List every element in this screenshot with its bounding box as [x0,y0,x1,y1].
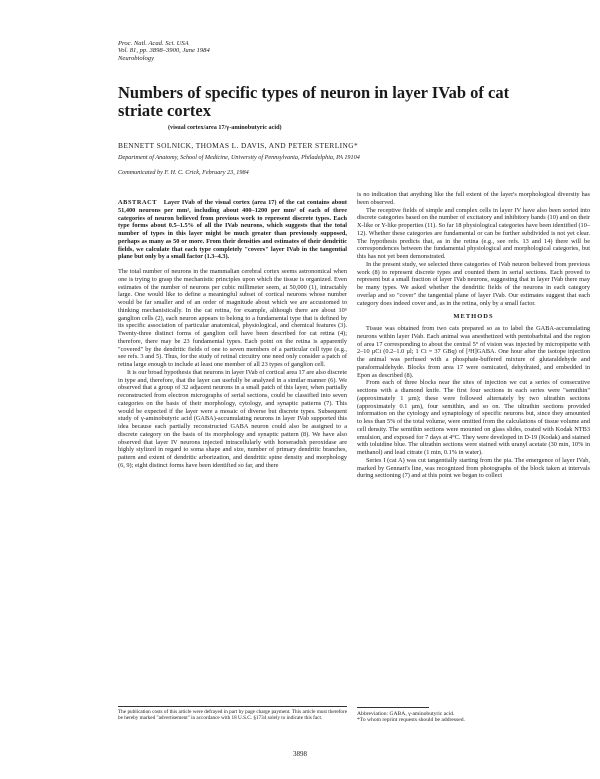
journal-name: Proc. Natl. Acad. Sci. USA [118,40,189,47]
affiliation: Department of Anatomy, School of Medicine, University of Pennsylvania, Philadelphia, PA 19104 [118,154,360,161]
keywords: (visual cortex/area 17/γ-aminobutyric acid) [168,124,282,131]
footnote-divider [118,706,347,707]
publication-cost-footnote: The publication costs of this article were defrayed in part by page charge payment. This article must therefore be hereby marked "advertisement" in accordance with 18 U.S.C. §1734 solely to indicate this fact. [118,709,347,722]
right-column [357,191,590,480]
reprint-footnote: *To whom reprint requests should be addressed. [357,717,465,724]
methods-paragraph: From each of three blocks near the sites of injection we cut a series of consecutive sections with a diamond knife. The first four sections in each series were "semithin" (approximately 1 µm); these were followed alternately by two ultrathin sections (approximately 0.1 µm), four semithin, and so on. The ultrathin sections provided information on the cytology and synaptology of specific neurons but, since they amounted to less than 5% of the total volume, were omitted from the calculations of tissue volume and cell density. The semithin sections were mounted on glass slides, coated with Kodak NTB3 emulsion, and exposed for 7 days at 4°C. They were developed in D-19 (Kodak) and stained with toluidine blue. The ultrathin sections were stained with uranyl acetate (30 min, 10% in methanol) and lead citrate (1 min, 0.1% in water). [357,379,590,456]
journal-volume: Vol. 81, pp. 3898–3900, June 1984 [118,47,210,55]
footnote-divider [357,707,429,708]
journal-header [118,40,210,62]
abbreviation-footnote: Abbreviation: GABA, γ-aminobutyric acid. [357,711,455,717]
body-paragraph: The receptive fields of simple and complex cells in layer IV have also been sorted into discrete categories based on the number of excitatory and inhibitory bands (10) and on their X-like or Y-like properties (11). So far 18 physiological categories have been identified (10–12). Whether these categories are fundamental or can be further subdivided is not yet clear. The hypothesis predicts that, as in the retina (e.g., see refs. 13 and 14) there will be correspondences between the fundamental physiological and morphological categories, but this has not yet been demonstrated. [357,206,590,260]
body-paragraph: The total number of neurons in the mammalian cerebral cortex seems astronomical when one is trying to grasp the mechanistic principles upon which the tissue is organized. Even estimates of the number of neurons per cubic millimeter seem, at 50,000 (1), intractably large. One would like to define a meaningful subset of cortical neurons whose number would be far smaller and of an order of magnitude about which we are accustomed to thinking mechanistically. In the cat retina, for example, although there are about 10⁵ ganglion cells (2), each neuron appears to belong to a fundamental type that is defined by its specific association of particular anatomical, physiological, and chemical features (3). Twenty-three distinct forms of ganglion cell have been described for cat retina (4); therefore, there may be 23 fundamental types. Each point on the retina is apparently "covered" by the dendritic fields of one to seven members of a particular cell type (e.g., see refs. 3 and 5). Thus, for the study of retinal circuitry one need only consider a patch of retina large enough to include at least one member of all 23 types of ganglion cell. [118,268,347,368]
methods-paragraph: Series I (cat A) was cut tangentially starting from the pia. The emergence of layer IVab, marked by Gennari's line, was recognized from photographs of the block taken at intervals during sectioning (7) and at this point we began to collect [357,456,590,480]
communicated-by: Communicated by F. H. C. Crick, February 23, 1984 [118,169,249,176]
body-paragraph: In the present study, we selected three categories of IVab neuron believed from previous work (8) to represent discrete types and counted them in serial sections. Each proved to represent but a small fraction of layer IVab neurons, suggesting that in layer IVab there may be many types. We asked whether the dendritic fields of the neurons in each category overlap and so "cover" the tangential plane of layer IVab. Our estimates suggest that each category does indeed cover and, as in the retina, only by a small factor. [357,260,590,307]
article-title: Numbers of specific types of neuron in layer IVab of cat striate cortex [118,83,510,120]
journal-section: Neurobiology [118,54,155,62]
abstract-label: ABSTRACT [118,199,158,206]
left-column [118,199,347,470]
authors: BENNETT SOLNICK, THOMAS L. DAVIS, AND PETER STERLING* [118,141,359,150]
body-paragraph: It is our broad hypothesis that neurons in layer IVab of cortical area 17 are also discrete in type and, therefore, that the layer can usefully be analyzed in a similar manner (6). We observed that a group of 32 adjacent neurons in a small patch of this layer, when partially reconstructed from electron micrographs of serial sections, could be classified into seven categories on the basis of their morphology, cytology, and synaptic patterns (7). This would be expected if the layer were a mosaic of diverse but discrete types. Subsequent study of γ-aminobutyric acid (GABA)-accumulating neurons in layer IVab supported this idea because each partially reconstructed GABA neuron could also be assigned to a discrete category on the basis of its morphology and synaptic pattern (8). We have also observed that layer IV neurons injected intracellularly with horseradish peroxidase are highly stylized in regard to soma shape and size, number of primary dendritic branches, pattern and extent of dendritic arborization, and dendritic spine density and morphology (6, 9); eight distinct forms have been identified so far, and there [118,368,347,469]
body-paragraph: is no indication that anything like the full extent of the layer's morphological diversity has been observed. [357,191,590,206]
page-number: 3898 [293,750,307,758]
abstract [118,199,347,261]
methods-paragraph: Tissue was obtained from two cats prepared so as to label the GABA-accumulating neurons within layer IVab. Each animal was anesthetized with pentobarbital and the region of area 17 corresponding to about the central 5° of vision was injected by micropipette with 2–10 µCi (0.2–1.0 µl; 1 Ci = 37 GBq) of [³H]GABA. One hour after the isotope injection the animal was perfused with a phosphate-buffered mixture of glutaraldehyde and paraformaldehyde. Blocks from area 17 were osmicated, dehydrated, and embedded in Epon as described (8). [357,325,590,379]
abstract-text: Layer IVab of the visual cortex (area 17) of the cat contains about 51,400 neurons per mm², including about 400–1200 per mm² of each of three categories of neuron believed from previous work to represent discrete types. Each type forms about 0.5–1.5% of all the IVab neurons, which suggests that the total number of types in this layer might be much greater than previously supposed, perhaps as many as 50 or more. From their densities and estimates of their dendritic fields, we calculate that each type completely "covers" layer IVab in the tangential plane but only by a small factor (1.3–4.3). [118,199,347,261]
footnotes [357,711,590,724]
methods-heading: METHODS [453,313,494,321]
